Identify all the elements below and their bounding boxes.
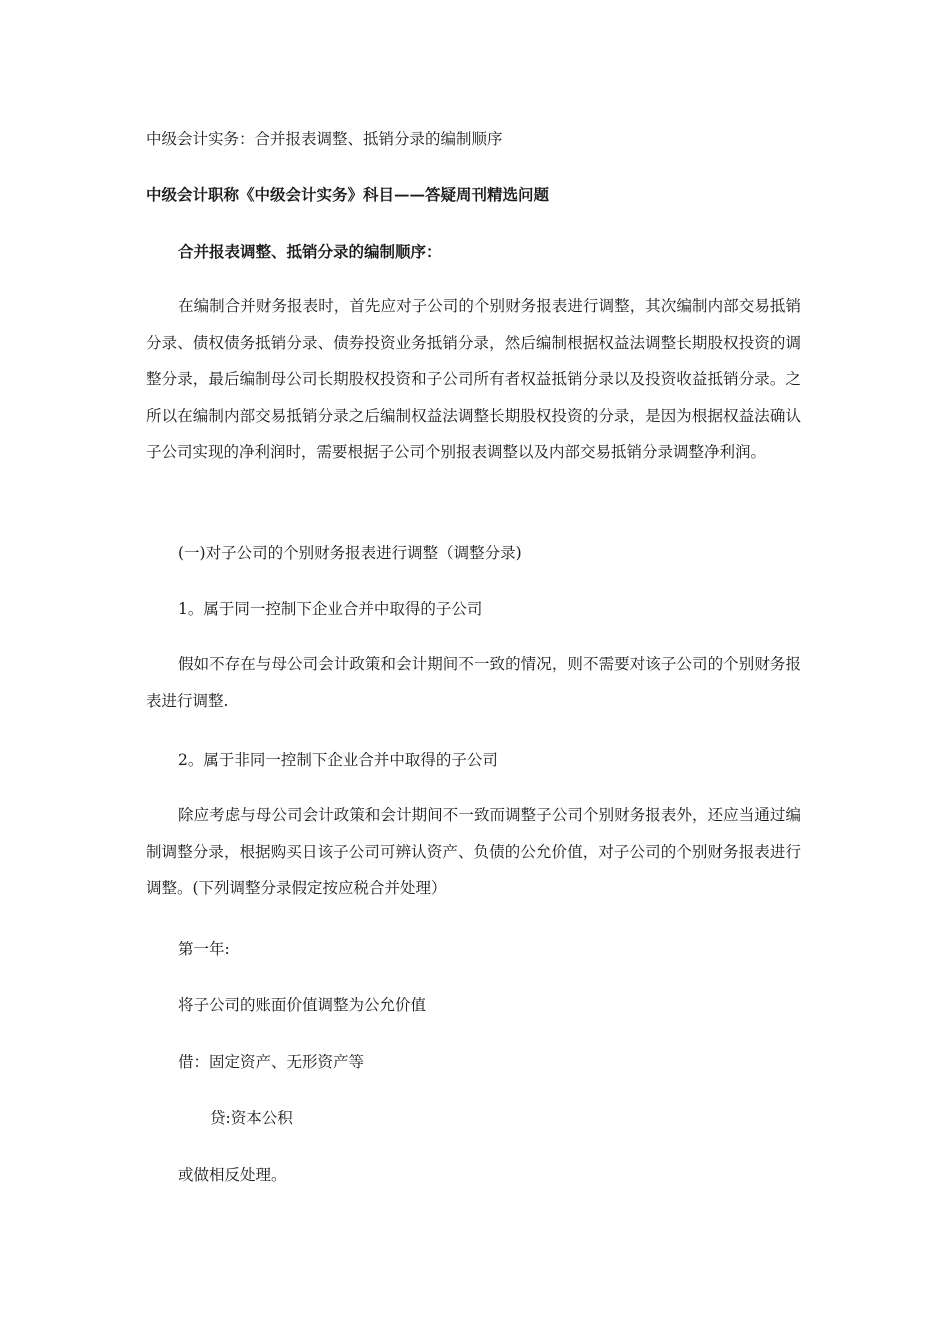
- item-2-heading: 2。属于非同一控制下企业合并中取得的子公司: [178, 751, 498, 769]
- item-2-paragraph: 除应考虑与母公司会计政策和会计期间不一致而调整子公司个别财务报表外，还应当通过编制调整分录，根据购买日该子公司可辨认资产、负债的公允价值，对子公司的个别财务报表进行调整。(下列调整分录假定按应税合并处理）: [146, 806, 801, 897]
- item-1-heading: 1。属于同一控制下企业合并中取得的子公司: [178, 600, 483, 618]
- intro-paragraph: 在编制合并财务报表时，首先应对子公司的个别财务报表进行调整，其次编制内部交易抵销分录、债权债务抵销分录、债券投资业务抵销分录，然后编制根据权益法调整长期股权投资的调整分录，最后编制母公司长期股权投资和子公司所有者权益抵销分录以及投资收益抵销分录。之所以在编制内部交易抵销分录之后编制权益法调整长期股权投资的分录，是因为根据权益法确认子公司实现的净利润时，需要根据子公司个别报表调整以及内部交易抵销分录调整净利润。: [146, 297, 801, 461]
- document-title: 中级会计实务：合并报表调整、抵销分录的编制顺序: [146, 130, 503, 148]
- section-1-heading: (一)对子公司的个别财务报表进行调整（调整分录): [178, 544, 522, 562]
- reverse-note: 或做相反处理。: [178, 1166, 287, 1184]
- credit-entry: 贷:资本公积: [210, 1109, 293, 1127]
- document-subtitle: 中级会计职称《中级会计实务》科目——答疑周刊精选问题: [146, 185, 550, 204]
- debit-entry: 借：固定资产、无形资产等: [178, 1053, 365, 1071]
- year-one-label: 第一年:: [178, 940, 230, 958]
- adjust-description: 将子公司的账面价值调整为公允价值: [178, 996, 427, 1014]
- item-1-paragraph: 假如不存在与母公司会计政策和会计期间不一致的情况，则不需要对该子公司的个别财务报表进行调整.: [146, 655, 801, 710]
- section-heading: 合并报表调整、抵销分录的编制顺序：: [178, 242, 442, 261]
